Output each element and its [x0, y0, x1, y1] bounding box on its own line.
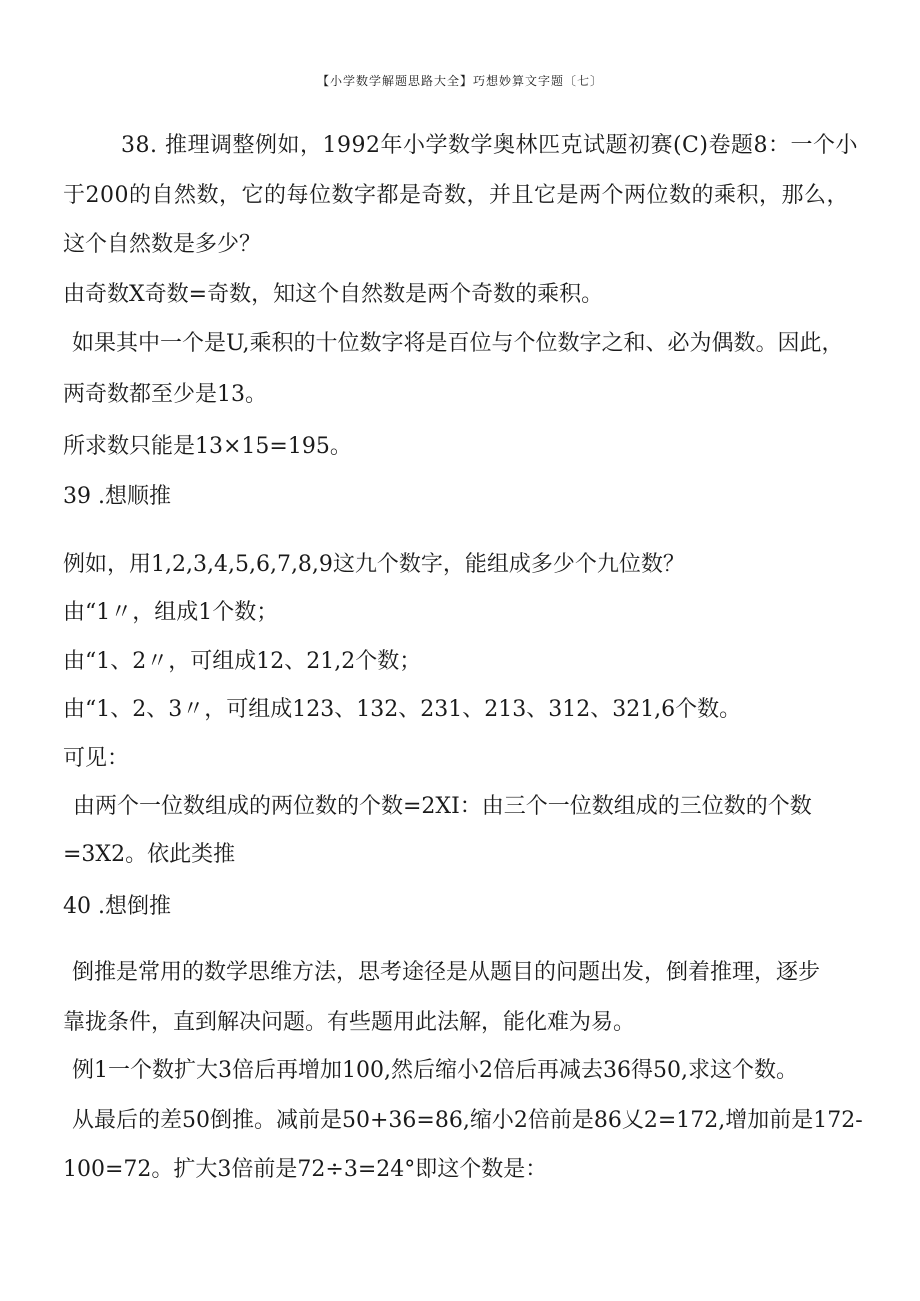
- s39-line-4: 由“1、2、3〃，可组成123、132、231、213、312、321,6个数。: [63, 697, 742, 722]
- s38-line-5: 如果其中一个是U,乘积的十位数字将是百位与个位数字之和、必为偶数。因此，: [72, 331, 844, 356]
- s40-heading: 40 .想倒推: [63, 894, 171, 919]
- s38-line-3: 这个自然数是多少？: [63, 232, 262, 257]
- s39-line-7: =3X2。依此类推: [63, 842, 236, 867]
- s39-line-6: 由两个一位数组成的两位数的个数=2XI：由三个一位数组成的三位数的个数: [73, 794, 812, 819]
- s39-line-1: 例如，用1,2,3,4,5,6,7,8,9这九个数字，能组成多少个九位数？: [63, 552, 685, 577]
- s38-line-1: 38. 推理调整例如，1992年小学数学奥林匹克试题初赛(C)卷题8：一个小: [121, 133, 858, 158]
- s38-line-4: 由奇数X奇数=奇数，知这个自然数是两个奇数的乘积。: [63, 282, 604, 307]
- s38-line-7: 所求数只能是13×15=195。: [63, 434, 352, 459]
- s39-line-2: 由“1〃，组成1个数；: [63, 600, 279, 625]
- s40-line-2: 靠拢条件，直到解决问题。有些题用此法解，能化难为易。: [63, 1010, 636, 1035]
- s39-line-3: 由“1、2〃，可组成12、21,2个数；: [63, 649, 422, 674]
- s38-line-6: 两奇数都至少是13。: [63, 382, 267, 407]
- s38-line-2: 于200的自然数，它的每位数字都是奇数，并且它是两个两位数的乘积，那么，: [63, 183, 849, 208]
- s40-line-1: 倒推是常用的数学思维方法，思考途径是从题目的问题出发，倒着推理，逐步: [72, 960, 821, 985]
- document-title: 【小学数学解题思路大全】巧想妙算文字题〔七〕: [316, 74, 603, 88]
- s40-line-5: 100=72。扩大3倍前是72÷3=24°即这个数是：: [63, 1157, 548, 1182]
- s39-line-5: 可见：: [63, 746, 130, 771]
- s40-line-3: 例1一个数扩大3倍后再增加100,然后缩小2倍后再减去36得50,求这个数。: [72, 1058, 798, 1083]
- s40-line-4: 从最后的差50倒推。减前是50+36=86,缩小2倍前是86乂2=172,增加前是172-: [72, 1108, 863, 1133]
- s39-heading: 39 .想顺推: [63, 484, 171, 509]
